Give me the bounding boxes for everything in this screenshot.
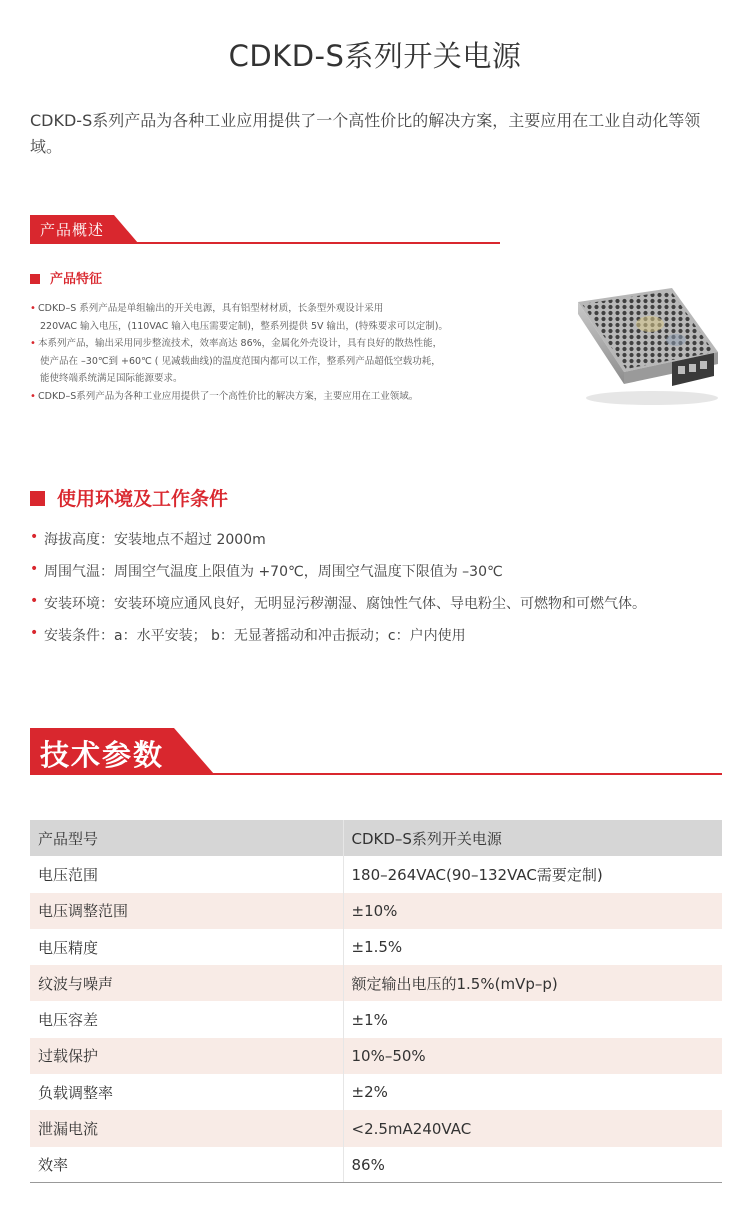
intro-paragraph: CDKD-S系列产品为各种工业应用提供了一个高性价比的解决方案，主要应用在工业自动化等领域。: [30, 111, 701, 156]
table-row: [30, 856, 722, 892]
table-row: [30, 929, 722, 965]
spec-key: 纹波与噪声: [30, 965, 343, 1001]
environment-list: [30, 529, 730, 657]
spec-value: CDKD–S系列开关电源: [343, 820, 722, 856]
table-row: [30, 1074, 722, 1110]
spec-key: 电压调整范围: [30, 893, 343, 929]
spec-key: 电压精度: [30, 929, 343, 965]
table-row: [30, 893, 722, 929]
table-row: [30, 1001, 722, 1037]
feature-item-cont: 使产品在 –30℃到 +60℃ ( 见减载曲线)的温度范围内都可以工作，整系列产品超低空载功耗，: [40, 355, 441, 367]
square-bullet-icon: [30, 274, 40, 284]
spec-value: ±10%: [343, 893, 722, 929]
overview-tab-label: 产品概述: [40, 221, 105, 239]
feature-item: • 本系列产品，输出采用同步整流技术，效率高达 86%，金属化外壳设计，具有良好的散热性能，: [30, 335, 570, 353]
spec-key: 电压范围: [30, 856, 343, 892]
table-row: [30, 1038, 722, 1074]
feature-item: • CDKD–S系列产品为各种工业应用提供了一个高性价比的解决方案，主要应用在工业领域。: [30, 388, 570, 406]
spec-value: ±1.5%: [343, 929, 722, 965]
features-list: [30, 300, 570, 405]
spec-value: 10%–50%: [343, 1038, 722, 1074]
environment-heading-text: 使用环境及工作条件: [57, 488, 229, 510]
spec-value: ±2%: [343, 1074, 722, 1110]
environment-heading: [30, 484, 228, 511]
spec-key: 负载调整率: [30, 1074, 343, 1110]
spec-key: 效率: [30, 1147, 343, 1183]
spec-key: 电压容差: [30, 1001, 343, 1037]
feature-item-cont: 能使终端系统满足国际能源要求。: [40, 373, 183, 384]
specs-tab-header: [30, 728, 722, 778]
features-heading: [30, 268, 102, 287]
overview-tab-header: [30, 215, 500, 245]
spec-value: 86%: [343, 1147, 722, 1183]
table-row: [30, 1110, 722, 1146]
spec-table: [30, 820, 722, 1183]
spec-value: 180–264VAC(90–132VAC需要定制): [343, 856, 722, 892]
power-supply-photo: [572, 280, 722, 415]
environment-item: • 安装条件：a：水平安装； b：无显著摇动和冲击振动；c：户内使用: [30, 625, 730, 657]
table-row: [30, 965, 722, 1001]
features-heading-text: 产品特征: [50, 272, 103, 287]
spec-key: 过载保护: [30, 1038, 343, 1074]
table-row: [30, 820, 722, 856]
spec-value: ±1%: [343, 1001, 722, 1037]
spec-value: 额定输出电压的1.5%(mVp–p): [343, 965, 722, 1001]
environment-item: • 安装环境：安装环境应通风良好，无明显污秽潮湿、腐蚀性气体、导电粉尘、可燃物和可燃气体。: [30, 593, 730, 625]
square-bullet-icon: [30, 491, 45, 506]
spec-key: 产品型号: [30, 820, 343, 856]
table-row: [30, 1147, 722, 1183]
page-title: CDKD-S系列开关电源: [228, 39, 522, 73]
spec-key: 泄漏电流: [30, 1110, 343, 1146]
environment-item: • 周围气温：周围空气温度上限值为 +70℃，周围空气温度下限值为 –30℃: [30, 561, 730, 593]
environment-item: • 海拔高度：安装地点不超过 2000m: [30, 529, 730, 561]
tab-underline: [30, 773, 722, 775]
tab-underline: [30, 242, 500, 244]
spec-value: <2.5mA240VAC: [343, 1110, 722, 1146]
feature-item-cont: 220VAC 输入电压，(110VAC 输入电压需要定制)，整系列提供 5V 输出，(特殊要求可以定制)。: [40, 320, 448, 332]
feature-item: • CDKD–S 系列产品是单组输出的开关电源，具有铝型材材质，长条型外观设计采用: [30, 300, 570, 318]
specs-tab-label: 技术参数: [40, 738, 165, 772]
